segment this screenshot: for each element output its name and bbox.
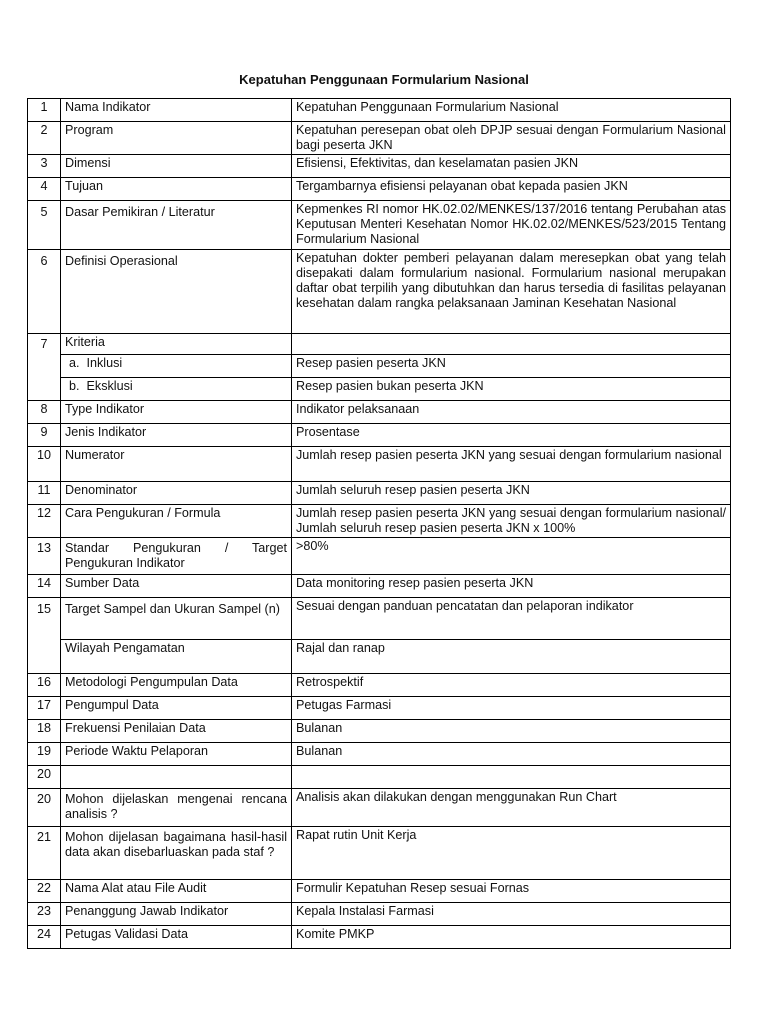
indicator-label: Pengumpul Data: [61, 697, 292, 720]
row-number: 5: [28, 201, 61, 250]
indicator-value: Retrospektif: [292, 674, 731, 697]
row-number: 6: [28, 250, 61, 334]
indicator-label: Numerator: [61, 447, 292, 482]
row-number: 8: [28, 401, 61, 424]
table-row: [28, 903, 731, 926]
indicator-value: Kepmenkes RI nomor HK.02.02/MENKES/137/2016 tentang Perubahan atas Keputusan Menteri Kesehatan Nomor HK.02.02/MENKES/523/2015 Tentang Formularium Nasional: [292, 201, 731, 250]
table-row: [28, 789, 731, 827]
indicator-value: Data monitoring resep pasien peserta JKN: [292, 575, 731, 598]
table-row: [28, 697, 731, 720]
table-row: [28, 378, 731, 401]
indicator-profile-table: [27, 98, 731, 949]
table-row: [28, 201, 731, 250]
table-row: [28, 482, 731, 505]
row-number: 14: [28, 575, 61, 598]
row-number: 11: [28, 482, 61, 505]
indicator-label: Program: [61, 122, 292, 155]
criteria-exclusion-label: b. Eksklusi: [69, 379, 133, 393]
indicator-value: Jumlah seluruh resep pasien peserta JKN: [292, 482, 731, 505]
table-row: [28, 447, 731, 482]
table-row: [28, 424, 731, 447]
indicator-label: [61, 355, 292, 378]
table-row: [28, 99, 731, 122]
row-number: 18: [28, 720, 61, 743]
row-number: 19: [28, 743, 61, 766]
indicator-value: Tergambarnya efisiensi pelayanan obat kepada pasien JKN: [292, 178, 731, 201]
criteria-inclusion-label: a. Inklusi: [69, 356, 123, 370]
table-row: [28, 926, 731, 949]
indicator-label: Petugas Validasi Data: [61, 926, 292, 949]
indicator-value: Kepatuhan Penggunaan Formularium Nasional: [292, 99, 731, 122]
indicator-label: Cara Pengukuran / Formula: [61, 505, 292, 538]
table-row: [28, 401, 731, 424]
indicator-value: Rajal dan ranap: [292, 640, 731, 674]
indicator-value: Analisis akan dilakukan dengan menggunakan Run Chart: [292, 789, 731, 827]
table-row: [28, 674, 731, 697]
indicator-value: Komite PMKP: [292, 926, 731, 949]
indicator-value: Sesuai dengan panduan pencatatan dan pelaporan indikator: [292, 598, 731, 640]
indicator-value: Bulanan: [292, 720, 731, 743]
indicator-label: Sumber Data: [61, 575, 292, 598]
table-row: [28, 538, 731, 575]
row-number: 2: [28, 122, 61, 155]
indicator-value: Kepala Instalasi Farmasi: [292, 903, 731, 926]
table-row: [28, 743, 731, 766]
table-row: [28, 598, 731, 640]
indicator-label: Target Sampel dan Ukuran Sampel (n): [61, 598, 292, 640]
indicator-value: [292, 334, 731, 355]
indicator-value: Jumlah resep pasien peserta JKN yang sesuai dengan formularium nasional/ Jumlah seluruh resep pasien peserta JKN x 100%: [292, 505, 731, 538]
indicator-value: Formulir Kepatuhan Resep sesuai Fornas: [292, 880, 731, 903]
indicator-label: Jenis Indikator: [61, 424, 292, 447]
table-row: [28, 334, 731, 355]
indicator-label: Frekuensi Penilaian Data: [61, 720, 292, 743]
row-number: 12: [28, 505, 61, 538]
indicator-label: [61, 766, 292, 789]
table-row: [28, 575, 731, 598]
table-row: [28, 250, 731, 334]
row-number: 23: [28, 903, 61, 926]
indicator-label: Type Indikator: [61, 401, 292, 424]
indicator-label: Tujuan: [61, 178, 292, 201]
row-number: 17: [28, 697, 61, 720]
row-number: 1: [28, 99, 61, 122]
row-number: 10: [28, 447, 61, 482]
row-number: 7: [28, 334, 61, 401]
row-number: 9: [28, 424, 61, 447]
row-number: 20: [28, 789, 61, 827]
indicator-label: Standar Pengukuran / Target Pengukuran Indikator: [61, 538, 292, 575]
indicator-label: Kriteria: [61, 334, 292, 355]
table-row: [28, 122, 731, 155]
indicator-label: [61, 378, 292, 401]
indicator-label: Dimensi: [61, 155, 292, 178]
row-number: 3: [28, 155, 61, 178]
indicator-value: Kepatuhan peresepan obat oleh DPJP sesuai dengan Formularium Nasional bagi peserta JKN: [292, 122, 731, 155]
indicator-value: Rapat rutin Unit Kerja: [292, 827, 731, 880]
row-number: 4: [28, 178, 61, 201]
indicator-label: Wilayah Pengamatan: [61, 640, 292, 674]
indicator-label: Mohon dijelasan bagaimana hasil-hasil data akan disebarluaskan pada staf ?: [61, 827, 292, 880]
row-number: 15: [28, 598, 61, 674]
table-row: [28, 640, 731, 674]
indicator-label: Penanggung Jawab Indikator: [61, 903, 292, 926]
row-number: 20: [28, 766, 61, 789]
table-row: [28, 827, 731, 880]
indicator-value: Petugas Farmasi: [292, 697, 731, 720]
indicator-value: Bulanan: [292, 743, 731, 766]
indicator-value: >80%: [292, 538, 731, 575]
table-row: [28, 880, 731, 903]
indicator-label: Denominator: [61, 482, 292, 505]
row-number: 21: [28, 827, 61, 880]
indicator-value: Efisiensi, Efektivitas, dan keselamatan pasien JKN: [292, 155, 731, 178]
table-row: [28, 505, 731, 538]
indicator-value: [292, 766, 731, 789]
row-number: 16: [28, 674, 61, 697]
indicator-label: Definisi Operasional: [61, 250, 292, 334]
indicator-label: Mohon dijelaskan mengenai rencana analisis ?: [61, 789, 292, 827]
table-row: [28, 355, 731, 378]
row-number: 13: [28, 538, 61, 575]
indicator-label: Periode Waktu Pelaporan: [61, 743, 292, 766]
table-row: [28, 766, 731, 789]
indicator-label: Nama Alat atau File Audit: [61, 880, 292, 903]
row-number: 24: [28, 926, 61, 949]
row-number: 22: [28, 880, 61, 903]
indicator-value: Indikator pelaksanaan: [292, 401, 731, 424]
indicator-value: Resep pasien bukan peserta JKN: [292, 378, 731, 401]
indicator-value: Kepatuhan dokter pemberi pelayanan dalam meresepkan obat yang telah disepakati dalam formularium nasional. Formularium nasional merupakan daftar obat terpilih yang dibutuhkan dan harus tersedia di fasilitas pelayanan kesehatan dalam rangka pelaksanaan Jaminan Kesehatan Nasional: [292, 250, 731, 334]
indicator-value: Jumlah resep pasien peserta JKN yang sesuai dengan formularium nasional: [292, 447, 731, 482]
table-row: [28, 178, 731, 201]
table-row: [28, 720, 731, 743]
indicator-label: Nama Indikator: [61, 99, 292, 122]
indicator-label: Dasar Pemikiran / Literatur: [61, 201, 292, 250]
indicator-value: Resep pasien peserta JKN: [292, 355, 731, 378]
indicator-value: Prosentase: [292, 424, 731, 447]
indicator-label: Metodologi Pengumpulan Data: [61, 674, 292, 697]
document-title: Kepatuhan Penggunaan Formularium Nasional: [239, 72, 529, 87]
table-row: [28, 155, 731, 178]
